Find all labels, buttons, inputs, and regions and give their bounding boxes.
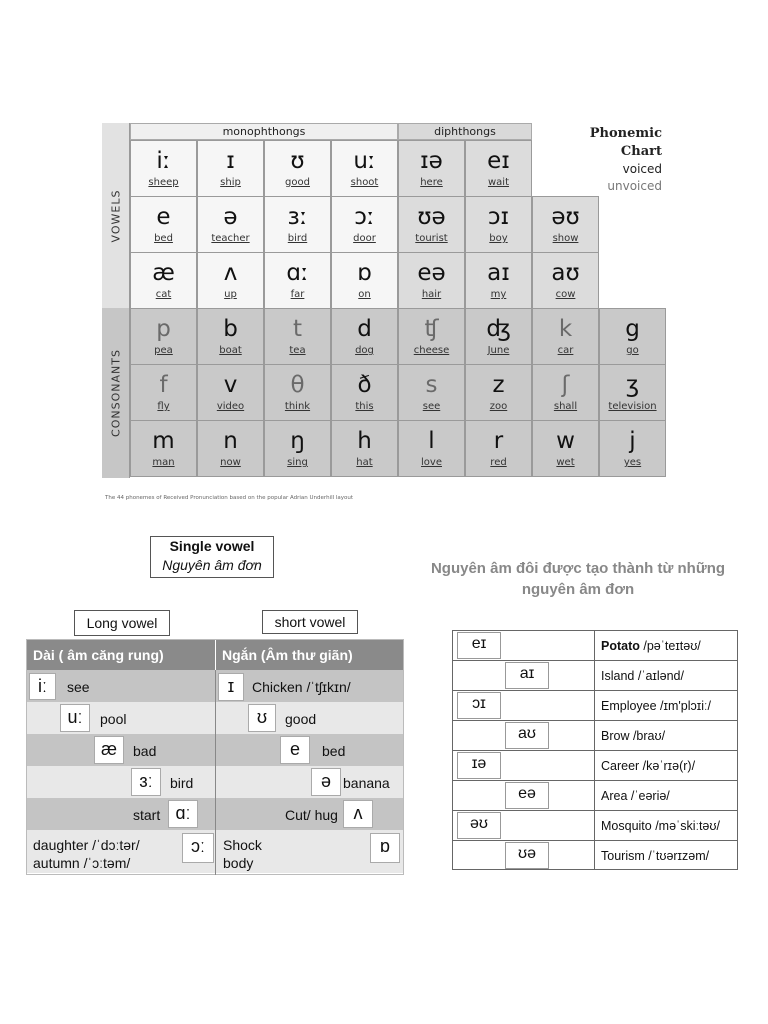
example-word: car [557, 345, 574, 356]
phoneme-cell [264, 420, 331, 477]
diphthong-chip: eɪ [457, 632, 501, 659]
consonants-side-label: CONSONANTS [102, 308, 130, 478]
phoneme-chip: ɪ [218, 673, 244, 701]
example-word: yes [623, 457, 642, 468]
example-word: tea [289, 345, 306, 356]
example-word: show [552, 233, 579, 244]
example-word: sing [287, 457, 308, 468]
phoneme-chip: ɑː [168, 800, 198, 828]
phoneme-cell [532, 196, 599, 253]
phoneme-symbol: ʧ [424, 316, 439, 342]
phoneme-symbol: ʒ [625, 372, 640, 398]
phoneme-symbol: f [159, 372, 168, 398]
diphthong-column-divider [594, 631, 595, 869]
example-word: here [420, 177, 443, 188]
example-word: bed [154, 233, 173, 244]
phoneme-cell [130, 308, 197, 365]
diphthong-example [601, 631, 701, 661]
legend-voiced: voiced [622, 162, 662, 176]
example-word: hat [356, 457, 373, 468]
phoneme-cell [465, 140, 532, 197]
example-word: autumn /ˈɔːtəm/ [33, 855, 131, 871]
phoneme-symbol: d [357, 316, 372, 342]
example-word: love [421, 457, 442, 468]
diphthong-example-text: Employee /ɪm'plɔɪiː/ [601, 699, 711, 713]
example-word: good [285, 711, 317, 727]
diphthong-row [453, 751, 737, 781]
diphthong-chip: ʊə [505, 842, 549, 869]
diphthongs-header: diphthongs [398, 123, 532, 140]
phoneme-symbol: r [493, 428, 504, 454]
phoneme-chip: iː [29, 673, 56, 700]
diphthong-example-text: Island /ˈaɪlənd/ [601, 669, 684, 683]
phoneme-symbol: z [492, 372, 505, 398]
phoneme-symbol: æ [152, 260, 175, 286]
phoneme-symbol: e [156, 204, 171, 230]
phoneme-symbol: ʤ [486, 316, 511, 342]
diphthong-row [453, 661, 737, 691]
example-word: zoo [489, 401, 508, 412]
phoneme-cell [532, 308, 599, 365]
phoneme-cell [398, 364, 465, 421]
phoneme-symbol: əʊ [551, 204, 580, 230]
phoneme-symbol: ɑː [286, 260, 309, 286]
phoneme-symbol: ɔː [354, 204, 375, 230]
phoneme-symbol: b [223, 316, 238, 342]
phoneme-symbol: l [428, 428, 435, 454]
phoneme-cell [264, 196, 331, 253]
phoneme-cell [398, 196, 465, 253]
legend-title-2: Chart [620, 144, 662, 159]
diphthong-title [408, 558, 748, 600]
phoneme-symbol: j [629, 428, 636, 454]
example-word: cat [155, 289, 172, 300]
diphthong-example [601, 781, 670, 811]
example-word: far [290, 289, 305, 300]
example-word: sheep [148, 177, 179, 188]
phoneme-symbol: eə [417, 260, 446, 286]
diphthong-example [601, 751, 695, 781]
phoneme-cell [264, 308, 331, 365]
phoneme-cell [465, 308, 532, 365]
phoneme-cell [197, 364, 264, 421]
chart-legend [572, 125, 662, 195]
example-word: ship [220, 177, 241, 188]
phoneme-chip: uː [60, 704, 90, 732]
diphthong-example-text: Tourism /ˈtʊərɪzəm/ [601, 849, 710, 863]
diphthong-table [452, 630, 738, 870]
example-word: body [223, 855, 254, 871]
diphthong-title-line-1: Nguyên âm đôi được tạo thành từ những [430, 560, 726, 577]
phoneme-cell [465, 252, 532, 309]
example-word: tourist [415, 233, 448, 244]
phoneme-symbol: uː [353, 148, 376, 174]
phonemic-chart [102, 123, 702, 493]
example-word: video [216, 401, 245, 412]
phoneme-cell [331, 252, 398, 309]
phoneme-symbol: ɪ [226, 148, 235, 174]
phoneme-symbol: n [223, 428, 238, 454]
phoneme-chip: ʊ [248, 704, 276, 732]
diphthong-example-text: /pəˈteɪtəʊ/ [639, 639, 701, 653]
phoneme-chip: e [280, 736, 310, 764]
phoneme-symbol: ʊ [290, 148, 305, 174]
phoneme-symbol: ð [357, 372, 372, 398]
example-word: shall [553, 401, 578, 412]
example-word: bad [133, 743, 157, 759]
phoneme-chip: ɒ [370, 833, 400, 863]
phoneme-cell [599, 308, 666, 365]
phoneme-symbol: aɪ [487, 260, 510, 286]
diphthong-example [601, 661, 684, 691]
phoneme-cell [130, 420, 197, 477]
diphthong-chip: ɪə [457, 752, 501, 779]
short-vowel-label: short vowel [262, 610, 358, 634]
diphthong-row [453, 841, 737, 871]
long-vowel-label: Long vowel [74, 610, 170, 636]
phoneme-symbol: ɪə [420, 148, 443, 174]
example-word: see [67, 679, 90, 695]
example-word: red [490, 457, 507, 468]
diphthong-example-bold: Potato [601, 639, 640, 653]
column-divider [215, 670, 216, 875]
example-word: pea [154, 345, 173, 356]
diphthong-chip: aʊ [505, 722, 549, 749]
phoneme-chip: ʌ [343, 800, 373, 828]
short-column-header: Ngắn (Âm thư giãn) [216, 640, 403, 670]
single-vowel-table [26, 639, 404, 875]
example-word: June [487, 345, 510, 356]
phoneme-symbol: t [292, 316, 303, 342]
diphthong-chip: eə [505, 782, 549, 809]
example-word: door [353, 233, 376, 244]
legend-title-1: Phonemic [589, 126, 662, 141]
example-word: fly [157, 401, 170, 412]
example-word: boy [489, 233, 508, 244]
diphthong-chip: ɔɪ [457, 692, 501, 719]
phoneme-cell [130, 196, 197, 253]
phoneme-cell [465, 196, 532, 253]
chart-caption: The 44 phonemes of Received Pronunciation based on the popular Adrian Underhill layout [105, 495, 354, 501]
long-column-header: Dài ( âm căng rung) [27, 640, 215, 670]
diphthong-example-text: Career /kəˈrɪə(r)/ [601, 759, 696, 773]
phoneme-cell [130, 364, 197, 421]
phoneme-symbol: ʊə [417, 204, 446, 230]
phoneme-cell [331, 308, 398, 365]
example-word: up [224, 289, 237, 300]
phoneme-cell [264, 364, 331, 421]
example-word: bird [287, 233, 308, 244]
diphthong-example-text: Brow /braʊ/ [601, 729, 666, 743]
phoneme-symbol: eɪ [487, 148, 510, 174]
example-word: television [608, 401, 657, 412]
example-word: my [490, 289, 507, 300]
phoneme-cell [398, 140, 465, 197]
example-word: bed [322, 743, 346, 759]
phoneme-cell [532, 364, 599, 421]
single-vowel-title-box [150, 536, 274, 578]
example-word: now [220, 457, 241, 468]
diphthong-chip: əʊ [457, 812, 501, 839]
phoneme-cell [398, 308, 465, 365]
phoneme-symbol: ʌ [223, 260, 238, 286]
phoneme-cell [264, 140, 331, 197]
example-word: wet [556, 457, 575, 468]
phoneme-symbol: ɒ [357, 260, 372, 286]
example-word: dog [355, 345, 374, 356]
example-word: boat [219, 345, 242, 356]
phoneme-cell [197, 140, 264, 197]
phoneme-cell [331, 420, 398, 477]
phoneme-cell [599, 364, 666, 421]
diphthong-chip: aɪ [505, 662, 549, 689]
phoneme-symbol: ʃ [561, 372, 570, 398]
example-word: good [285, 177, 310, 188]
phoneme-cell [465, 420, 532, 477]
phoneme-symbol: ɔɪ [487, 204, 510, 230]
phoneme-cell [532, 252, 599, 309]
phoneme-symbol: v [223, 372, 238, 398]
phoneme-symbol: h [357, 428, 372, 454]
phoneme-cell [532, 420, 599, 477]
phoneme-chip: ə [311, 768, 341, 796]
single-vowel-title: Single vowel [169, 538, 255, 554]
example-word: go [626, 345, 639, 356]
phoneme-cell [264, 252, 331, 309]
phoneme-cell [331, 140, 398, 197]
legend-unvoiced: unvoiced [607, 179, 662, 193]
diphthong-example-text: Area /ˈeəriə/ [601, 789, 670, 803]
phoneme-symbol: ŋ [290, 428, 305, 454]
vowels-side-label: VOWELS [102, 123, 130, 308]
diphthong-row [453, 691, 737, 721]
example-word: on [358, 289, 371, 300]
phoneme-cell [465, 364, 532, 421]
phoneme-cell [197, 420, 264, 477]
phoneme-cell [331, 196, 398, 253]
example-word: bird [170, 775, 194, 791]
example-word: hair [421, 289, 442, 300]
example-word: wait [487, 177, 509, 188]
phoneme-symbol: p [156, 316, 171, 342]
phoneme-cell [197, 196, 264, 253]
diphthong-example-text: Mosquito /məˈskiːtəʊ/ [601, 819, 720, 833]
example-word: cow [555, 289, 576, 300]
example-word: Shock [223, 837, 262, 853]
example-word: man [152, 457, 175, 468]
example-word: Cut/ hug [285, 807, 338, 823]
phoneme-symbol: k [558, 316, 573, 342]
diphthong-row [453, 811, 737, 841]
phoneme-symbol: w [556, 428, 575, 454]
example-word: banana [343, 775, 390, 791]
phoneme-symbol: aʊ [551, 260, 580, 286]
phoneme-symbol: ə [223, 204, 238, 230]
diphthong-example [601, 811, 720, 841]
phoneme-cell [398, 420, 465, 477]
phoneme-symbol: s [425, 372, 438, 398]
example-word: pool [100, 711, 127, 727]
phoneme-symbol: g [625, 316, 640, 342]
example-word: shoot [350, 177, 379, 188]
phoneme-cell [398, 252, 465, 309]
diphthong-row [453, 721, 737, 751]
example-word: this [355, 401, 374, 412]
phoneme-cell [331, 364, 398, 421]
example-word: think [284, 401, 311, 412]
single-vowel-subtitle: Nguyên âm đơn [162, 557, 262, 573]
example-word: Chicken /ˈtʃɪkɪn/ [252, 679, 351, 695]
phoneme-symbol: θ [290, 372, 305, 398]
phoneme-cell [197, 252, 264, 309]
phoneme-chip: ɔː [182, 833, 214, 863]
example-word: daughter /ˈdɔːtər/ [33, 837, 140, 853]
phoneme-cell [197, 308, 264, 365]
diphthong-title-line-2: nguyên âm đơn [521, 581, 635, 598]
phoneme-chip: ɜː [131, 768, 161, 796]
phoneme-cell [130, 140, 197, 197]
example-word: see [422, 401, 441, 412]
diphthong-row [453, 781, 737, 811]
phoneme-cell [130, 252, 197, 309]
phoneme-chip: æ [94, 736, 124, 764]
diphthong-example [601, 691, 711, 721]
phoneme-symbol: iː [156, 148, 171, 174]
diphthong-example [601, 721, 665, 751]
example-word: start [133, 807, 161, 823]
example-word: teacher [211, 233, 250, 244]
example-word: cheese [413, 345, 450, 356]
phoneme-cell [599, 420, 666, 477]
phoneme-symbol: ɜː [287, 204, 308, 230]
monophthongs-header: monophthongs [130, 123, 398, 140]
diphthong-row [453, 631, 737, 661]
diphthong-example [601, 841, 709, 871]
phoneme-symbol: m [152, 428, 175, 454]
